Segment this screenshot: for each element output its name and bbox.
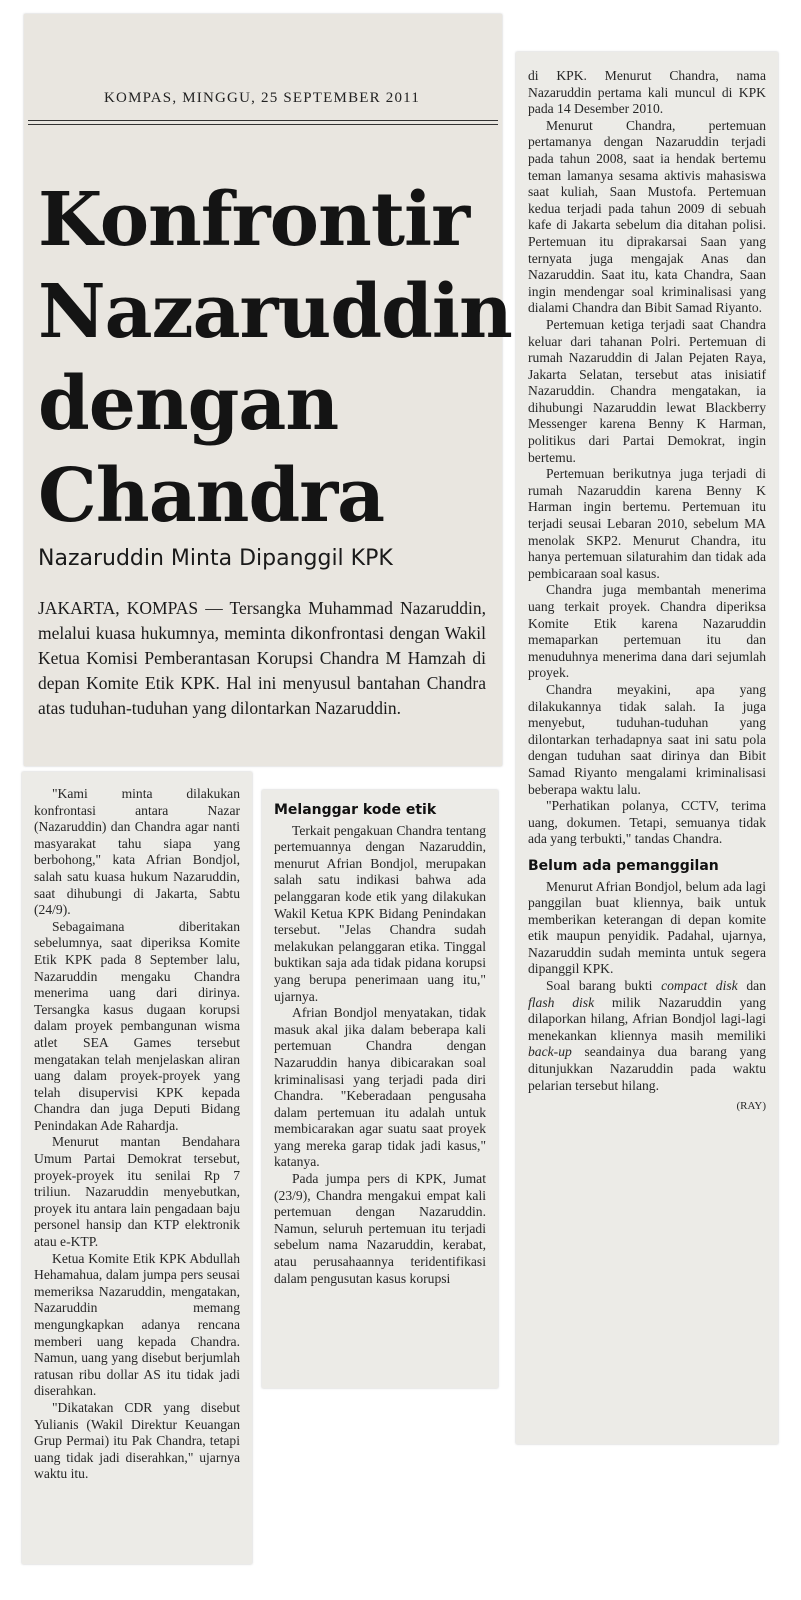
lead-paragraph: JAKARTA, KOMPAS — Tersangka Muhammad Nazaruddin, melalui kuasa hukumnya, meminta dikonfrontasi dengan Wakil Ketua Komisi Pemberantasan Korupsi Chandra M Hamzah di depan Komite Etik KPK. Hal ini menyusul bantahan Chandra atas tuduhan-tuduhan yang dilontarkan Nazaruddin.: [38, 598, 486, 718]
paragraph: "Perhatikan polanya, CCTV, terima uang, dokumen. Tetapi, semuanya tidak ada yang terbukti," tandas Chandra.: [528, 798, 766, 847]
column-3-body: [516, 52, 778, 1115]
paragraph: di KPK. Menurut Chandra, nama Nazaruddin pertama kali muncul di KPK pada 14 Desember 2010.: [528, 68, 766, 117]
section-subhead: Melanggar kode etik: [274, 802, 437, 818]
byline: (RAY): [736, 1100, 766, 1113]
italic-run: back-up: [528, 1044, 572, 1060]
headline-line-2: Nazaruddin: [38, 269, 512, 355]
paragraph: Chandra meyakini, apa yang dilakukannya tidak salah. Ia juga menyebut, tuduhan-tuduhan yang dilontarkan terhadapnya saat ini satu pola dengan tuduhan saat dirinya dan Bibit Samad Riyanto mengalami kriminalisasi beberapa waktu lalu.: [528, 681, 766, 797]
masthead-rule: [28, 120, 498, 125]
paragraph: Afrian Bondjol menyatakan, tidak masuk akal jika dalam beberapa kali pertemuan Chandra dengan Nazaruddin hanya dibicarakan soal kriminalisasi yang terjadi pada diri Chandra. "Keberadaan pengusaha dalam pertemuan itu adalah untuk membicarakan agar suatu saat proyek yang mereka garap tidak jadi kasus," katanya.: [274, 1005, 486, 1170]
paragraph: Menurut Afrian Bondjol, belum ada lagi panggilan buat kliennya, baik untuk memberikan keterangan di depan komite etik maupun penyidik. Padahal, ujarnya, Nazaruddin sudah meminta untuk segera dipanggil KPK.: [528, 878, 766, 977]
headline-line-1: Konfrontir: [38, 177, 470, 263]
headline-clipping: [24, 14, 512, 766]
italic-run: flash disk: [528, 994, 595, 1010]
paragraph: "Dikatakan CDR yang disebut Yulianis (Wakil Direktur Keuangan Grup Permai) itu Pak Chandra, tetapi uang tidak jadi diserahkan," ujarnya waktu itu.: [34, 1399, 240, 1482]
headline: [38, 174, 512, 542]
column-3-clipping: [516, 52, 778, 1444]
text-run: milik Nazaruddin yang dilaporkan hilang, Afrian Bondjol lagi-lagi menekankan kliennya masih memiliki: [528, 994, 767, 1043]
paragraph: Pada jumpa pers di KPK, Jumat (23/9), Chandra mengakui empat kali pertemuan dengan Nazaruddin. Namun, seluruh pertemuan itu terjadi sebelum nama Nazaruddin, kerabat, atau perusahaannya teridentifikasi dalam pengusutan kasus korupsi: [274, 1171, 486, 1286]
paragraph: Ketua Komite Etik KPK Abdullah Hehamahua, dalam jumpa pers seusai memeriksa Nazaruddin, mengatakan, Nazaruddin memang mengungkapkan adanya rencana memberi uang kepada Chandra. Namun, uang yang disebut berjumlah ratusan ribu dollar AS itu tidak jadi diserahkan.: [34, 1250, 240, 1399]
headline-line-4: Chandra: [38, 453, 385, 539]
section-subhead: Belum ada pemanggilan: [528, 857, 719, 874]
paragraph: Sebagaimana diberitakan sebelumnya, saat diperiksa Komite Etik KPK pada 8 September lalu, Nazaruddin mengaku Chandra menerima uang dari dirinya. Tersangka kasus dugaan korupsi dalam proyek pembangunan wisma atlet SEA Games tersebut mengatakan telah menjelaskan aliran uang dalam proyek-proyek yang telah disupervisi KPK kepada Chandra dan juga Deputi Bidang Penindakan Ade Rahardja.: [34, 918, 240, 1133]
italic-run: compact disk: [661, 978, 738, 994]
subheadline: Nazaruddin Minta Dipanggil KPK: [38, 546, 393, 571]
headline-line-3: dengan: [38, 361, 339, 447]
text-run: seandainya dua barang yang ditunjukkan Nazaruddin pada waktu pelarian tersebut hilang.: [528, 1044, 766, 1093]
paragraph: Terkait pengakuan Chandra tentang pertemuannya dengan Nazaruddin, menurut Afrian Bondjol, merupakan salah satu indikasi bahwa ada pelanggaran kode etik yang dilakukan Wakil Ketua KPK Bidang Penindakan tersebut. "Jelas Chandra sudah melakukan pelanggaran etika. Tinggal buktikan saja ada tidak pidana korupsi yang berupa penerimaan uang itu," ujarnya.: [274, 822, 486, 1004]
paragraph: Pertemuan ketiga terjadi saat Chandra keluar dari tahanan Polri. Pertemuan di rumah Nazaruddin di Jalan Pejaten Raya, Jakarta Selatan, tersebut atas inisiatif Nazaruddin. Chandra mengatakan, ia dihubungi Nazaruddin lewat Blackberry Messenger karena Benny K Harman, politikus dari Partai Demokrat, ingin bertemu.: [528, 316, 766, 465]
paragraph: Menurut Chandra, pertemuan pertamanya dengan Nazaruddin terjadi pada tahun 2008, saat ia hendak bertemu teman lamanya sesama aktivis mahasiswa saat kuliah, Saan Mustofa. Pertemuan kedua terjadi pada tahun 2009 di sebuah kafe di Jakarta sebelum dia ditahan polisi. Pertemuan itu diprakarsai Saan yang ternyata juga mengajak Anas dan Nazaruddin. Saat itu, kata Chandra, Saan ingin mendengar soal kriminalisasi yang dialami Chandra dan Bibit Samad Riyanto.: [528, 117, 766, 316]
paragraph: Menurut mantan Bendahara Umum Partai Demokrat tersebut, proyek-proyek itu senilai Rp 7 triliun. Nazaruddin menyebutkan, proyek itu antara lain pengadaan baju personel hansip dan KTP elektronik atau e-KTP.: [34, 1134, 240, 1250]
masthead: KOMPAS, MINGGU, 25 SEPTEMBER 2011: [104, 90, 421, 106]
column-2-clipping: [262, 790, 498, 1388]
paragraph: "Kami minta dilakukan konfrontasi antara Nazar (Nazaruddin) dan Chandra agar nanti masyarakat tahu siapa yang berbohong," kata Afrian Bondjol, salah satu kuasa hukum Nazaruddin, saat dihubungi di Jakarta, Sabtu (24/9).: [34, 786, 240, 918]
column-1-body: [22, 772, 252, 1483]
paragraph-last: [528, 978, 766, 1094]
column-2-body: [262, 790, 498, 1287]
paragraph: Pertemuan berikutnya juga terjadi di rumah Nazaruddin karena Benny K Harman ingin bertemu. Pertemuan itu terjadi seusai Lebaran 2010, sebelum MA menolak SKP2. Menurut Chandra, itu hanya pertemuan silaturahim dan tidak ada pembicaraan soal kasus.: [528, 466, 766, 581]
text-run: dan: [737, 978, 767, 994]
column-1-clipping: [22, 772, 252, 1564]
text-run: Soal barang bukti: [546, 978, 662, 994]
paragraph: Chandra juga membantah menerima uang terkait proyek. Chandra diperiksa Komite Etik karena Nazaruddin memaparkan pertemuan itu dan menuduhnya menerima dana dari sejumlah proyek.: [528, 582, 766, 681]
